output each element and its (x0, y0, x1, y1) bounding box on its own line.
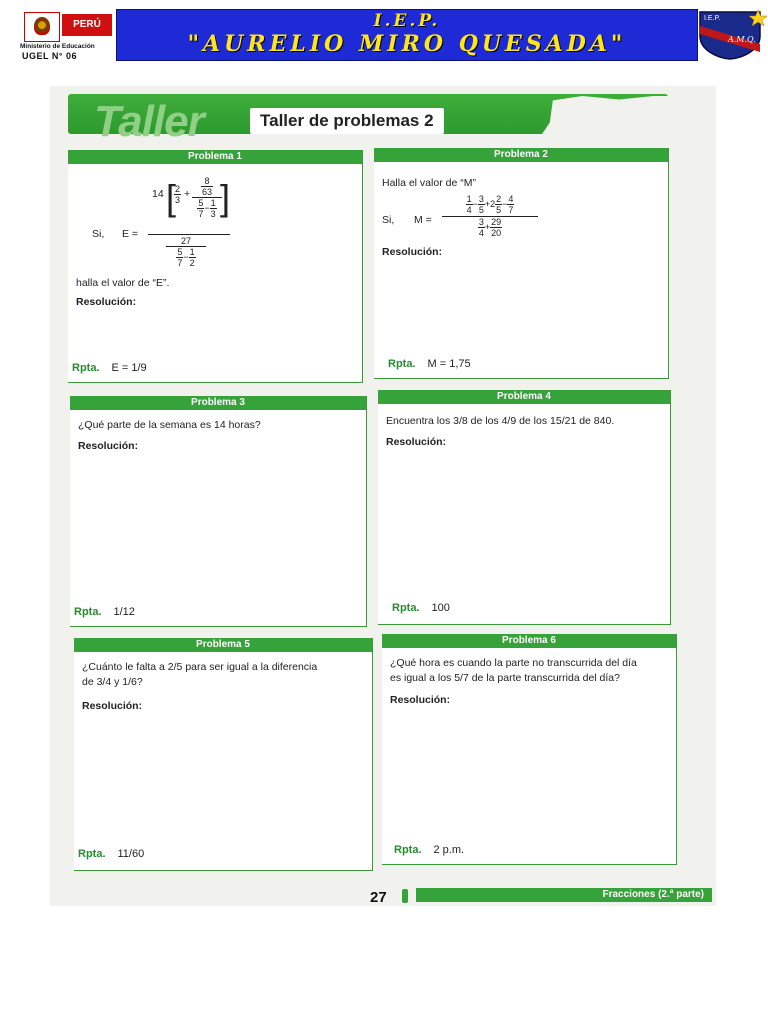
school-crest-icon (698, 8, 768, 60)
resolution-label: Resolución: (390, 694, 451, 706)
problem-text-line-1: ¿Qué hora es cuando la parte no transcurrida del día (390, 657, 637, 669)
ugel-label: UGEL N° 06 (22, 51, 77, 61)
workbook-page (50, 86, 716, 906)
problem-text: halla el valor de “E”. (76, 277, 170, 289)
problem-1 (68, 150, 363, 383)
si-label: Si, (382, 214, 395, 226)
m-expression: $\frac{1}{4}$ − $\frac{3}{5}$ +2 $\frac{2}{5}$ − $\frac{4}{7}$ $\frac{3}{4}$ + $\frac{29}{20}$ (442, 194, 538, 238)
school-banner (116, 9, 698, 61)
m-label: M = (414, 214, 432, 226)
problem-3 (70, 396, 367, 627)
page-title: Taller de problemas 2 (250, 108, 444, 134)
title-bar (68, 94, 668, 146)
main-fraction-line (148, 234, 230, 235)
problem-text: ¿Qué parte de la semana es 14 horas? (78, 419, 261, 431)
answer: Rpta. 2 p.m. (394, 844, 465, 856)
ghost-title: Taller (94, 97, 204, 146)
problem-5 (74, 638, 373, 871)
problem-4 (378, 390, 671, 625)
resolution-label: Resolución: (76, 296, 137, 308)
problem-title: Problema 6 (382, 634, 676, 648)
page-number-marker (402, 889, 408, 903)
ministry-logo (18, 10, 114, 60)
answer: Rpta. 1/12 (74, 606, 135, 618)
crest-initials: A.M.Q. (728, 35, 756, 44)
problem-2 (374, 148, 669, 379)
answer: Rpta. M = 1,75 (388, 358, 471, 370)
answer: Rpta. 11/60 (78, 848, 145, 860)
problem-text: Halla el valor de “M” (382, 177, 476, 189)
problem-title: Problema 1 (68, 150, 362, 164)
peru-seal-icon (24, 12, 60, 42)
section-name: Fracciones (2.ª parte) (602, 889, 704, 900)
title-decoration (538, 96, 686, 140)
e-label: E = (122, 228, 139, 240)
resolution-label: Resolución: (82, 700, 143, 712)
school-type: I.E.P. (373, 11, 441, 31)
problem-text-line-1: ¿Cuánto le falta a 2/5 para ser igual a la diferencia (82, 661, 318, 673)
country-label: PERÚ (62, 14, 112, 36)
resolution-label: Resolución: (78, 440, 139, 452)
problem-title: Problema 4 (378, 390, 670, 404)
section-footer (416, 888, 712, 902)
problem-text-line-2: es igual a los 5/7 de la parte transcurrida del día? (390, 672, 620, 684)
school-name: "AURELIO MIRO QUESADA" (187, 31, 627, 57)
si-label: Si, (92, 228, 105, 240)
problem-title: Problema 5 (74, 638, 372, 652)
problem-text: Encuentra los 3/8 de los 4/9 de los 15/21 de 840. (386, 415, 615, 427)
page-number: 27 (370, 889, 387, 906)
problem-text-line-2: de 3/4 y 1/6? (82, 676, 143, 688)
problem-title: Problema 3 (70, 396, 366, 410)
problem-title: Problema 2 (374, 148, 668, 162)
numerator-expression: 14 [ $\frac{2}{3}$ + $\frac{8}{63}$ $\frac{5}{7}$ − $\frac{1}{3}$ ] (152, 176, 231, 219)
answer: Rpta. 100 (392, 602, 450, 614)
denominator-expression: 27 $\frac{5}{7}$ − $\frac{1}{2}$ (166, 236, 206, 268)
answer: Rpta. E = 1/9 (72, 362, 147, 374)
crest-text: I.E.P. (704, 15, 721, 22)
ministry-label: Ministerio de Educación (20, 43, 95, 50)
resolution-label: Resolución: (386, 436, 447, 448)
resolution-label: Resolución: (382, 246, 443, 258)
problem-6 (382, 634, 677, 865)
